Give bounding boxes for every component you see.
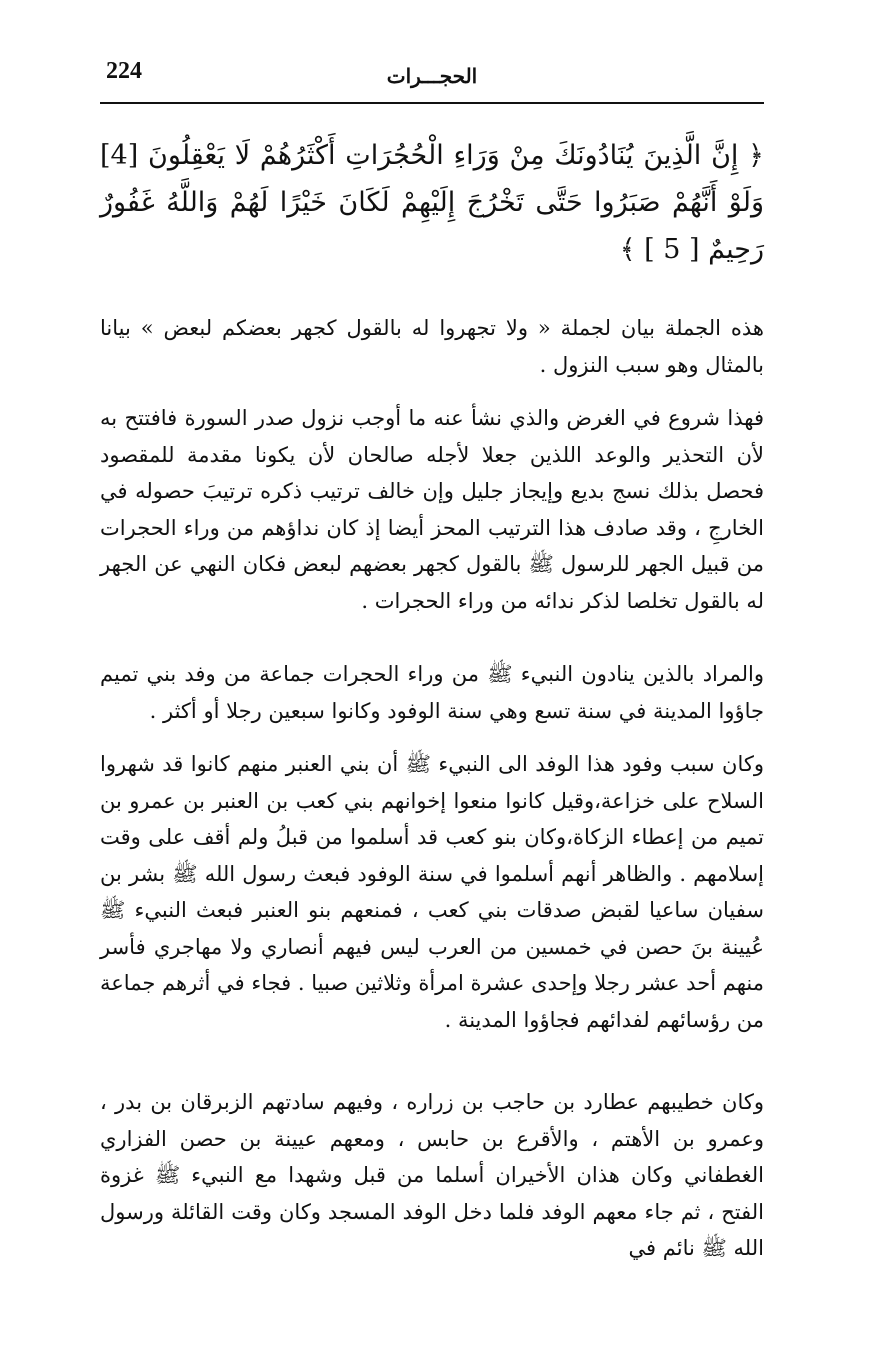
paragraph-text: والمراد بالذين ينادون النبيء ﷺ من وراء الحجرات جماعة من وفد بني تميم جاؤوا المدينة في سنة تسع وهي سنة الوفود وكانوا سبعين رجلا أو أكثر . (100, 662, 764, 723)
paragraph-text: وكان سبب وفود هذا الوفد الى النبيء ﷺ أن بني العنبر منهم كانوا قد شهروا السلاح على خزاعة،وقيل كانوا منعوا إخوانهم بني كعب بن العنبر بن عمرو بن تميم من إعطاء الزكاة،وكان بنو كعب قد أسلموا من قبلُ ولم أقف على وقت إسلامهم . والظاهر أنهم أسلموا في سنة الوفود فبعث رسول الله ﷺ بشر بن سفيان ساعيا لقبض صدقات بني كعب ، فمنعهم بنو العنبر فبعث النبيء ﷺ عُيينة بنَ حصن في خمسين من العرب ليس فيهم أنصاري ولا مهاجري فأسر منهم أحد عشر رجلا وإحدى عشرة امرأة وثلاثين صبيا . فجاء في أثرهم جماعة من رؤسائهم لفدائهم فجاؤوا المدينة . (100, 752, 764, 1032)
paragraph-text: وكان خطيبهم عطارد بن حاجب بن زراره ، وفيهم سادتهم الزبرقان بن بدر ، وعمرو بن الأهتم ، والأقرع بن حابس ، ومعهم عيينة بن حصن الفزاري الغطفاني وكان هذان الأخيران أسلما من قبل وشهدا مع النبيء ﷺ غزوة الفتح ، ثم جاء معهم الوفد فلما دخل الوفد المسجد وكان وقت القائلة ورسول الله ﷺ نائم في (100, 1090, 764, 1260)
running-title: الحجـــرات (386, 64, 478, 88)
paragraph-5 (100, 1084, 764, 1267)
paragraph-4 (100, 746, 764, 1038)
paragraph-3 (100, 656, 764, 729)
paragraph-text: هذه الجملة بيان لجملة « ولا تجهروا له بالقول كجهر بعضكم لبعض » بيانا بالمثال وهو سبب النزول . (100, 316, 764, 377)
page-header (100, 58, 764, 102)
paragraph-text: فهذا شروع في الغرض والذي نشأ عنه ما أوجب نزول صدر السورة فافتتح به لأن التحذير والوعد اللذين جعلا لأجله صالحان لأن يكونا مقدمة للمقصود فحصل بذلك نسج بديع وإيجاز جليل وإن خالف ترتيب ذكره ترتيبَ حصوله في الخارجِ ، وقد صادف هذا الترتيب المحز أيضا إذ كان نداؤهم من وراء الحجرات من قبيل الجهر للرسول ﷺ بالقول كجهر بعضهم لبعض فكان النهي عن الجهر له بالقول تخلصا لذكر ندائه من وراء الحجرات . (100, 406, 764, 613)
header-divider (100, 102, 764, 104)
paragraph-1 (100, 310, 764, 383)
quran-verse: ﴿ إِنَّ الَّذِينَ يُنَادُونَكَ مِنْ وَرَاءِ الْحُجُرَاتِ أَكْثَرُهُمْ لَا يَعْقِلُونَ [4] وَلَوْ أَنَّهُمْ صَبَرُوا حَتَّى تَخْرُجَ إِلَيْهِمْ لَكَانَ خَيْرًا لَهُمْ وَاللَّهُ غَفُورٌ رَحِيمٌ [ 5 ] ﴾ (100, 140, 764, 265)
page-number: 224 (106, 58, 142, 84)
paragraph-2 (100, 400, 764, 619)
